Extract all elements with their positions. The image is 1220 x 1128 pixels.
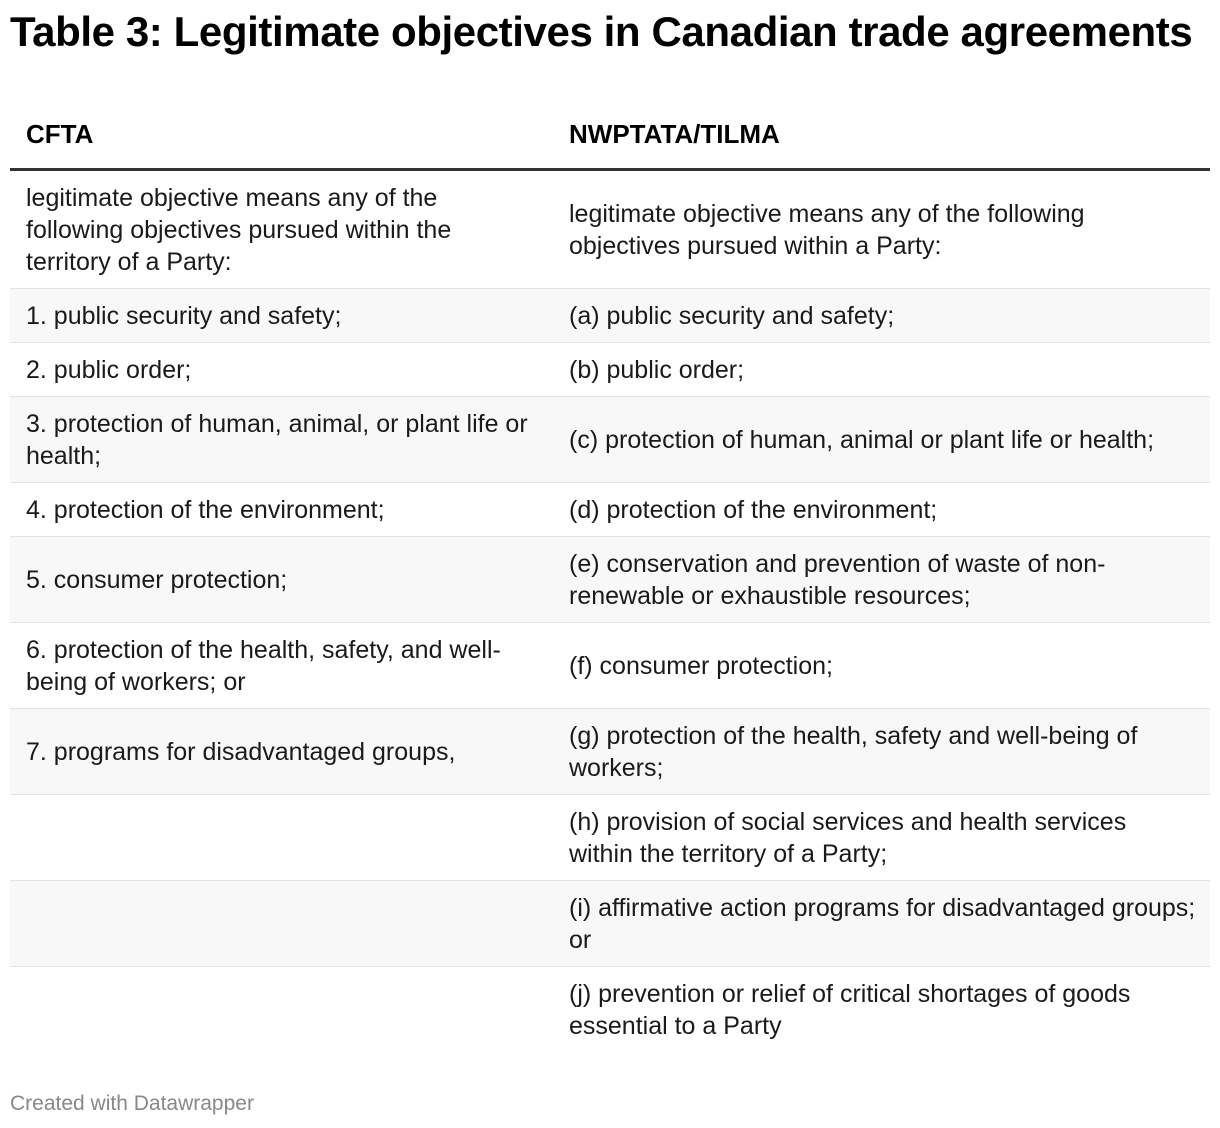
table-cell-cfta: 7. programs for disadvantaged groups,	[26, 737, 456, 766]
table-row	[10, 795, 1210, 881]
table-row	[10, 483, 1210, 537]
table-cell-cfta: 3. protection of human, animal, or plant life or health;	[26, 409, 528, 470]
table-cell-nwptata-tilma: (h) provision of social services and health services within the territory of a Party;	[569, 807, 1127, 868]
table-cell-nwptata-tilma: (f) consumer protection;	[569, 651, 833, 680]
table-row	[10, 709, 1210, 795]
table-row	[10, 289, 1210, 343]
table-header	[10, 100, 1210, 171]
table-cell-cfta: 1. public security and safety;	[26, 301, 342, 330]
table-cell-cfta: legitimate objective means any of the following objectives pursued within the territory of a Party:	[26, 183, 452, 276]
attribution-footer: Created with Datawrapper	[10, 1092, 254, 1115]
column-header-cfta: CFTA	[26, 118, 94, 149]
table-cell-cfta: 4. protection of the environment;	[26, 495, 385, 524]
table-cell-nwptata-tilma: (d) protection of the environment;	[569, 495, 938, 524]
table-cell-cfta: 6. protection of the health, safety, and well-being of workers; or	[26, 635, 501, 696]
table-cell-nwptata-tilma: (a) public security and safety;	[569, 301, 895, 330]
table-cell-nwptata-tilma: (c) protection of human, animal or plant life or health;	[569, 425, 1155, 454]
table-row	[10, 397, 1210, 483]
table-row	[10, 537, 1210, 623]
table-row	[10, 171, 1210, 289]
table-cell-nwptata-tilma: (e) conservation and prevention of waste of non-renewable or exhaustible resources;	[569, 549, 1106, 610]
column-header-nwptata-tilma: NWPTATA/TILMA	[569, 118, 780, 149]
table-cell-cfta: 2. public order;	[26, 355, 192, 384]
table-row	[10, 623, 1210, 709]
table-cell-nwptata-tilma: legitimate objective means any of the following objectives pursued within a Party:	[569, 199, 1085, 260]
table-cell-cfta: 5. consumer protection;	[26, 565, 288, 594]
table-title: Table 3: Legitimate objectives in Canadian trade agreements	[10, 8, 1193, 55]
table-cell-nwptata-tilma: (g) protection of the health, safety and well-being of workers;	[569, 721, 1138, 782]
table-cell-nwptata-tilma: (j) prevention or relief of critical shortages of goods essential to a Party	[569, 980, 1131, 1040]
table-row	[10, 967, 1210, 1053]
table-cell-nwptata-tilma: (b) public order;	[569, 355, 745, 384]
data-table	[10, 100, 1210, 1053]
table-row	[10, 343, 1210, 397]
table-row	[10, 881, 1210, 967]
table-cell-nwptata-tilma: (i) affirmative action programs for disadvantaged groups; or	[569, 893, 1196, 954]
